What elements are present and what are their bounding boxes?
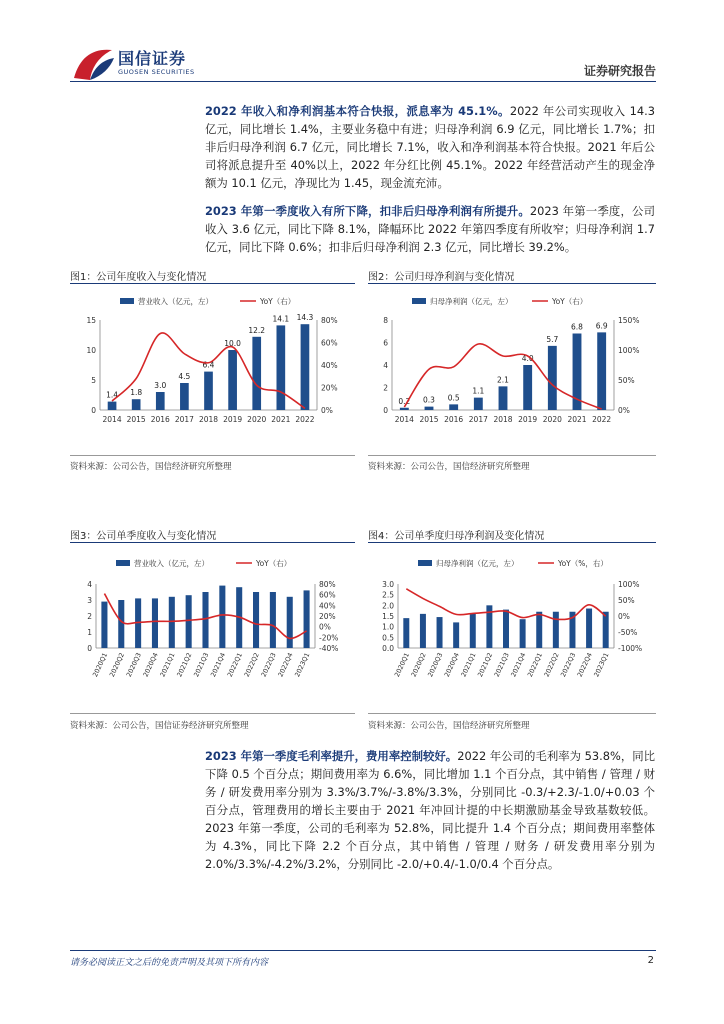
left-tick-label: 4	[383, 361, 388, 370]
left-tick-label: 1.5	[382, 612, 394, 621]
category-label: 2021Q3	[192, 651, 211, 679]
right-tick-label: 50%	[618, 596, 635, 605]
left-tick-label: 4	[87, 580, 92, 589]
bar	[503, 610, 509, 648]
paragraph-2-lead: 2023 年第一季度收入有所下降，扣非后归母净利润有所提升。	[205, 204, 530, 218]
category-label: 2022Q2	[542, 651, 561, 679]
category-label: 2018	[198, 415, 219, 424]
bar	[228, 350, 237, 410]
legend-line-label: YoY（%，右）	[558, 559, 608, 568]
bar	[202, 592, 208, 648]
figure-3-top-rule	[70, 542, 355, 543]
bar	[169, 597, 175, 648]
figure-2-chart	[368, 290, 656, 440]
bar-data-label: 5.7	[546, 334, 559, 344]
figure-1-title: 图1：公司年度收入与变化情况	[70, 272, 207, 283]
bar	[108, 402, 117, 410]
legend-line-label: YoY（右）	[552, 297, 588, 306]
category-label: 2022	[592, 415, 612, 424]
category-label: 2018	[493, 415, 513, 424]
bar	[403, 618, 409, 648]
legend-bar-label: 归母净利润（亿元，左）	[430, 297, 513, 306]
category-label: 2020Q1	[392, 651, 412, 679]
category-label: 2021Q2	[175, 651, 194, 679]
footer-divider	[70, 950, 656, 951]
figure-3-title: 图3：公司单季度收入与变化情况	[70, 531, 217, 542]
left-tick-label: 2	[87, 612, 92, 621]
category-label: 2022Q4	[575, 651, 594, 679]
right-tick-label: 100%	[618, 580, 640, 589]
figure-2-top-rule	[368, 283, 656, 284]
category-label: 2019	[223, 415, 243, 424]
paragraph-1	[205, 102, 655, 192]
left-tick-label: 2.5	[382, 590, 394, 600]
category-label: 2022Q1	[225, 651, 245, 679]
figure-1-chart	[70, 290, 355, 440]
figure-1-bottom-rule	[70, 455, 355, 456]
bar-data-label: 6.8	[571, 322, 583, 332]
figure-4-top-rule	[368, 542, 656, 543]
category-label: 2020Q3	[124, 651, 143, 679]
bar	[597, 332, 606, 410]
bar	[400, 408, 409, 410]
bar	[523, 365, 532, 410]
paragraph-2-body: 2023 年第一季度，公司收入 3.6 亿元，同比下降 8.1%，降幅环比 2022 年第四季度有所收窄；归母净利润 1.7 亿元，同比下降 0.6%；扣非后归母净利润 2.3 亿元，同比增长 39.2%。	[205, 204, 655, 254]
category-label: 2021Q1	[158, 651, 177, 679]
right-tick-label: 0%	[321, 406, 333, 415]
bar	[603, 612, 609, 648]
right-tick-label: 0%	[618, 406, 630, 415]
category-label: 2016	[150, 415, 170, 424]
bar	[548, 346, 557, 410]
right-tick-label: 20%	[319, 612, 336, 621]
left-tick-label: 0	[91, 406, 96, 415]
bar	[453, 622, 459, 648]
figure-2-title: 图2：公司归母净利润与变化情况	[368, 272, 515, 283]
left-tick-label: 1	[87, 628, 92, 637]
bar	[219, 586, 225, 648]
category-label: 2021Q1	[459, 651, 478, 679]
page-number: 2	[647, 955, 654, 966]
right-tick-label: 60%	[319, 590, 336, 600]
category-label: 2022Q3	[259, 651, 278, 679]
right-tick-label: 50%	[618, 376, 635, 385]
legend-bar-label: 营业收入（亿元，左）	[134, 559, 209, 568]
legend-bar-swatch	[412, 298, 426, 304]
right-tick-label: 20%	[321, 383, 338, 393]
category-label: 2021Q2	[476, 651, 495, 679]
left-tick-label: 1.0	[382, 622, 394, 632]
company-logo	[70, 44, 220, 86]
category-label: 2020	[247, 415, 267, 424]
bar	[276, 325, 285, 410]
bar	[156, 392, 165, 410]
figure-1-top-rule	[70, 283, 355, 284]
left-tick-label: 0.5	[382, 633, 394, 643]
figure-2-bottom-rule	[368, 455, 656, 456]
bar-data-label: 6.9	[595, 321, 608, 331]
bar-data-label: 14.1	[272, 314, 290, 324]
category-label: 2022Q1	[525, 651, 545, 679]
bar	[152, 598, 158, 648]
category-label: 2020Q2	[409, 651, 428, 679]
left-tick-label: 8	[383, 316, 388, 325]
right-tick-label: -100%	[618, 644, 643, 653]
category-label: 2015	[126, 415, 146, 424]
legend-bar-label: 归母净利润（亿元，左）	[436, 559, 519, 568]
right-tick-label: -40%	[319, 644, 339, 653]
bar-data-label: 14.3	[296, 313, 314, 323]
bar-data-label: 4.5	[178, 372, 191, 381]
left-tick-label: 0	[87, 644, 92, 653]
right-tick-label: 100%	[618, 346, 640, 355]
legend-bar-label: 营业收入（亿元，左）	[138, 297, 213, 306]
bar	[586, 609, 592, 648]
legend-bar-swatch	[120, 298, 134, 304]
bar	[420, 614, 426, 648]
bar	[252, 337, 261, 410]
category-label: 2020Q2	[107, 651, 127, 679]
paragraph-1-lead: 2022 年收入和净利润基本符合快报，派息率为 45.1%。	[205, 104, 510, 118]
right-tick-label: 0%	[618, 612, 630, 621]
category-label: 2021Q4	[509, 651, 528, 679]
left-tick-label: 0.0	[382, 644, 394, 653]
bar-data-label: 10.0	[224, 339, 241, 348]
figure-1-source: 资料来源：公司公告，国信经济研究所整理	[70, 462, 232, 472]
figure-3-source: 资料来源：公司公告，国信证券经济研究所整理	[70, 721, 249, 731]
logo-text-en: GUOSEN SECURITIES	[118, 68, 195, 76]
right-tick-label: 40%	[319, 601, 336, 611]
paragraph-3-body: 2022 年公司的毛利率为 53.8%，同比下降 0.5 个百分点；期间费用率为 6.6%，同比增加 1.1 个百分点，其中销售 / 管理 / 财务 / 研发费用率分别为 3.3%/3.7%/-3.8%/3.3%，分别同比 -0.3/+2.3/-1.0/+0.03 个百分点，管理费用的增长主要由于 2021 年冲回计提的中长期激励基金导致基数较低。2023 年第一季度，公司的毛利率为 52.8%，同比提升 1.4 个百分点；期间费用率整体为 4.3%，同比下降 2.2 个百分点，其中销售 / 管理 / 财务 / 研发费用率分别为 2.0%/3.3%/-4.2%/3.2%，分别同比 -2.0/+0.4/-1.0/0.4 个百分点。	[205, 749, 656, 871]
category-label: 2022Q3	[559, 651, 578, 679]
right-tick-label: -50%	[618, 628, 638, 637]
footer-disclaimer: 请务必阅读正文之后的免责声明及其项下所有内容	[70, 958, 269, 968]
left-tick-label: 3.0	[382, 580, 394, 589]
left-tick-label: 10	[86, 346, 96, 355]
bar	[437, 617, 443, 648]
paragraph-1-body: 2022 年公司实现收入 14.3 亿元，同比增长 1.4%，主要业务稳中有进；归母净利润 6.9 亿元，同比增长 1.7%；扣非后归母净利润 6.7 亿元，同比增长 7.1%，收入和净利润基本符合快报。2021 年后公司将派息提升至 40%以上，2022 年分红比例 45.1%。2022 年经营活动产生的现金净额为 10.1 亿元，净现比为 1.45，现金流充沛。	[205, 104, 656, 190]
category-label: 2023Q1	[592, 651, 611, 679]
bar	[204, 372, 213, 410]
bar	[118, 600, 124, 648]
bar-data-label: 2.1	[497, 375, 509, 385]
category-label: 2021Q4	[209, 651, 228, 679]
bar	[449, 404, 458, 410]
left-tick-label: 3	[87, 596, 92, 605]
category-label: 2022Q4	[276, 651, 295, 679]
bar	[536, 612, 542, 648]
category-label: 2020Q1	[91, 651, 110, 679]
right-tick-label: 0%	[319, 622, 331, 632]
bar	[301, 324, 310, 410]
paragraph-3-lead: 2023 年第一季度毛利率提升，费用率控制较好。	[205, 749, 458, 763]
category-label: 2020Q4	[141, 651, 160, 679]
category-label: 2020	[542, 415, 562, 424]
left-tick-label: 2.0	[382, 601, 394, 611]
figure-3-chart	[70, 552, 355, 702]
bar	[553, 612, 559, 648]
left-tick-label: 6	[383, 338, 388, 348]
left-tick-label: 5	[91, 376, 96, 385]
bar-data-label: 3.0	[154, 381, 167, 390]
figure-2-source: 资料来源：公司公告，国信经济研究所整理	[368, 462, 530, 472]
figure-3-bottom-rule	[70, 713, 355, 714]
bar	[470, 614, 476, 648]
bar-data-label: 12.2	[248, 325, 266, 335]
figure-4-source: 资料来源：公司公告，国信经济研究所整理	[368, 721, 530, 731]
right-tick-label: 80%	[319, 580, 336, 589]
bar	[304, 590, 310, 648]
figure-4-title: 图4：公司单季度归母净利润及变化情况	[368, 531, 545, 542]
paragraph-2	[205, 202, 655, 256]
category-label: 2014	[102, 415, 122, 424]
category-label: 2020Q3	[426, 651, 445, 679]
category-label: 2021Q3	[492, 651, 511, 679]
bar	[132, 399, 141, 410]
bar	[180, 383, 189, 410]
bar	[520, 619, 526, 648]
bar-data-label: 1.8	[130, 388, 143, 398]
category-label: 2015	[419, 415, 439, 424]
figure-4-bottom-rule	[368, 713, 656, 714]
bar-data-label: 0.3	[423, 395, 435, 405]
bar-data-label: 0.5	[447, 393, 460, 403]
bar	[287, 597, 293, 648]
legend-line-label: YoY（右）	[256, 559, 292, 568]
category-label: 2019	[518, 415, 538, 424]
category-label: 2017	[468, 415, 488, 424]
left-tick-label: 2	[383, 383, 388, 393]
legend-bar-swatch	[116, 560, 130, 566]
category-label: 2020Q4	[442, 651, 461, 679]
category-label: 2014	[394, 415, 414, 424]
category-label: 2021	[567, 415, 587, 424]
right-tick-label: -20%	[319, 633, 339, 643]
category-label: 2017	[174, 415, 194, 424]
bar-data-label: 1.1	[472, 386, 485, 396]
bar-data-label: 4.0	[521, 354, 534, 363]
bar-data-label: 1.4	[106, 390, 119, 400]
category-label: 2022	[295, 415, 315, 424]
right-tick-label: 60%	[321, 338, 338, 348]
bar	[425, 407, 434, 410]
right-tick-label: 80%	[321, 316, 338, 325]
bar-data-label: 6.4	[202, 360, 215, 370]
header-divider	[70, 81, 656, 82]
report-type: 证券研究报告	[583, 64, 656, 78]
figure-4-chart	[368, 552, 656, 702]
bar	[474, 398, 483, 410]
legend-line-label: YoY（右）	[260, 297, 296, 306]
category-label: 2022Q2	[242, 651, 261, 679]
bar	[499, 386, 508, 410]
left-tick-label: 0	[383, 406, 388, 415]
paragraph-3	[205, 747, 655, 873]
bar	[253, 592, 259, 648]
guosen-logo-icon	[70, 44, 116, 84]
category-label: 2016	[444, 415, 464, 424]
right-tick-label: 40%	[321, 361, 338, 370]
legend-bar-swatch	[418, 560, 432, 566]
category-label: 2023Q1	[293, 651, 312, 679]
left-tick-label: 15	[86, 316, 96, 325]
category-label: 2021	[271, 415, 291, 424]
logo-text-cn: 国信证券	[118, 49, 187, 68]
bar-data-label: 0.2	[398, 396, 411, 406]
bar	[270, 592, 276, 648]
bar	[186, 595, 192, 648]
bar	[101, 602, 107, 648]
right-tick-label: 150%	[618, 316, 640, 325]
